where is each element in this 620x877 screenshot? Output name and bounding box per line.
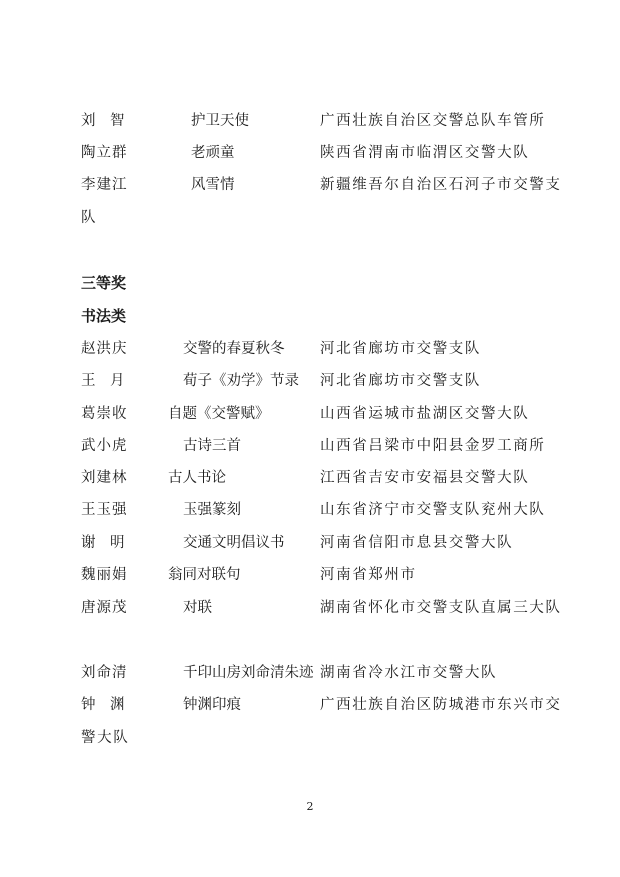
third-prize-heading: 三等奖 bbox=[81, 274, 127, 292]
work-title: 钟渊印痕 bbox=[183, 697, 241, 713]
winner-name: 武小虎 bbox=[81, 438, 128, 454]
organization: 广西壮族自治区交警总队车管所 bbox=[320, 113, 546, 129]
organization: 山西省吕梁市中阳县金罗工商所 bbox=[320, 438, 546, 454]
work-title: 千印山房刘命清朱迹 bbox=[183, 665, 314, 681]
award-entry-row bbox=[0, 338, 620, 360]
winner-name: 钟 渊 bbox=[81, 697, 125, 713]
award-entry-row bbox=[0, 564, 620, 586]
work-title: 翁同对联句 bbox=[168, 567, 241, 583]
winner-name: 王玉强 bbox=[81, 502, 128, 518]
organization: 河北省廊坊市交警支队 bbox=[320, 373, 481, 389]
award-entry-row bbox=[0, 597, 620, 619]
work-title: 对联 bbox=[183, 600, 212, 616]
winner-name: 王 月 bbox=[81, 373, 125, 389]
organization: 湖南省怀化市交警支队直属三大队 bbox=[320, 600, 562, 616]
organization: 山东省济宁市交警支队兖州大队 bbox=[320, 502, 546, 518]
award-entry-row bbox=[0, 174, 620, 196]
organization: 湖南省冷水江市交警大队 bbox=[320, 665, 498, 681]
work-title: 荀子《劝学》节录 bbox=[183, 373, 299, 389]
work-title: 玉强篆刻 bbox=[183, 502, 241, 518]
winner-name: 葛崇收 bbox=[81, 406, 128, 422]
work-title: 护卫天使 bbox=[191, 113, 249, 129]
organization: 江西省吉安市安福县交警大队 bbox=[320, 470, 530, 486]
organization: 河南省郑州市 bbox=[320, 567, 417, 583]
winner-name: 赵洪庆 bbox=[81, 341, 128, 357]
calligraphy-heading: 书法类 bbox=[81, 307, 127, 325]
organization: 广西壮族自治区防城港市东兴市交 bbox=[320, 697, 562, 713]
work-title: 交通文明倡议书 bbox=[183, 535, 285, 551]
award-entry-row bbox=[0, 142, 620, 164]
award-entry-row bbox=[0, 435, 620, 457]
award-entry-row bbox=[0, 467, 620, 489]
organization: 新疆维吾尔自治区石河子市交警支 bbox=[320, 177, 562, 193]
winner-name: 刘建林 bbox=[81, 470, 128, 486]
winner-name: 李建江 bbox=[81, 177, 128, 193]
organization: 山西省运城市盐湖区交警大队 bbox=[320, 406, 530, 422]
organization: 河南省信阳市息县交警大队 bbox=[320, 535, 514, 551]
organization: 陕西省渭南市临渭区交警大队 bbox=[320, 145, 530, 161]
page-number: 2 bbox=[306, 800, 314, 813]
work-title: 交警的春夏秋冬 bbox=[183, 341, 285, 357]
work-title: 老顽童 bbox=[191, 145, 235, 161]
organization-continued: 警大队 bbox=[81, 730, 130, 746]
award-entry-row bbox=[0, 370, 620, 392]
winner-name: 唐源茂 bbox=[81, 600, 128, 616]
award-entry-row bbox=[0, 499, 620, 521]
work-title: 古诗三首 bbox=[183, 438, 241, 454]
award-entry-row bbox=[0, 403, 620, 425]
award-entry-row bbox=[0, 694, 620, 716]
work-title: 古人书论 bbox=[168, 470, 226, 486]
winner-name: 刘 智 bbox=[81, 113, 125, 129]
work-title: 自题《交警赋》 bbox=[168, 406, 270, 422]
winner-name: 谢 明 bbox=[81, 535, 125, 551]
winner-name: 魏丽娟 bbox=[81, 567, 128, 583]
award-entry-row bbox=[0, 532, 620, 554]
organization-continued: 队 bbox=[81, 210, 98, 226]
winner-name: 陶立群 bbox=[81, 145, 128, 161]
award-entry-row bbox=[0, 110, 620, 132]
organization: 河北省廊坊市交警支队 bbox=[320, 341, 481, 357]
winner-name: 刘命清 bbox=[81, 665, 128, 681]
work-title: 风雪情 bbox=[191, 177, 235, 193]
award-entry-row bbox=[0, 662, 620, 684]
